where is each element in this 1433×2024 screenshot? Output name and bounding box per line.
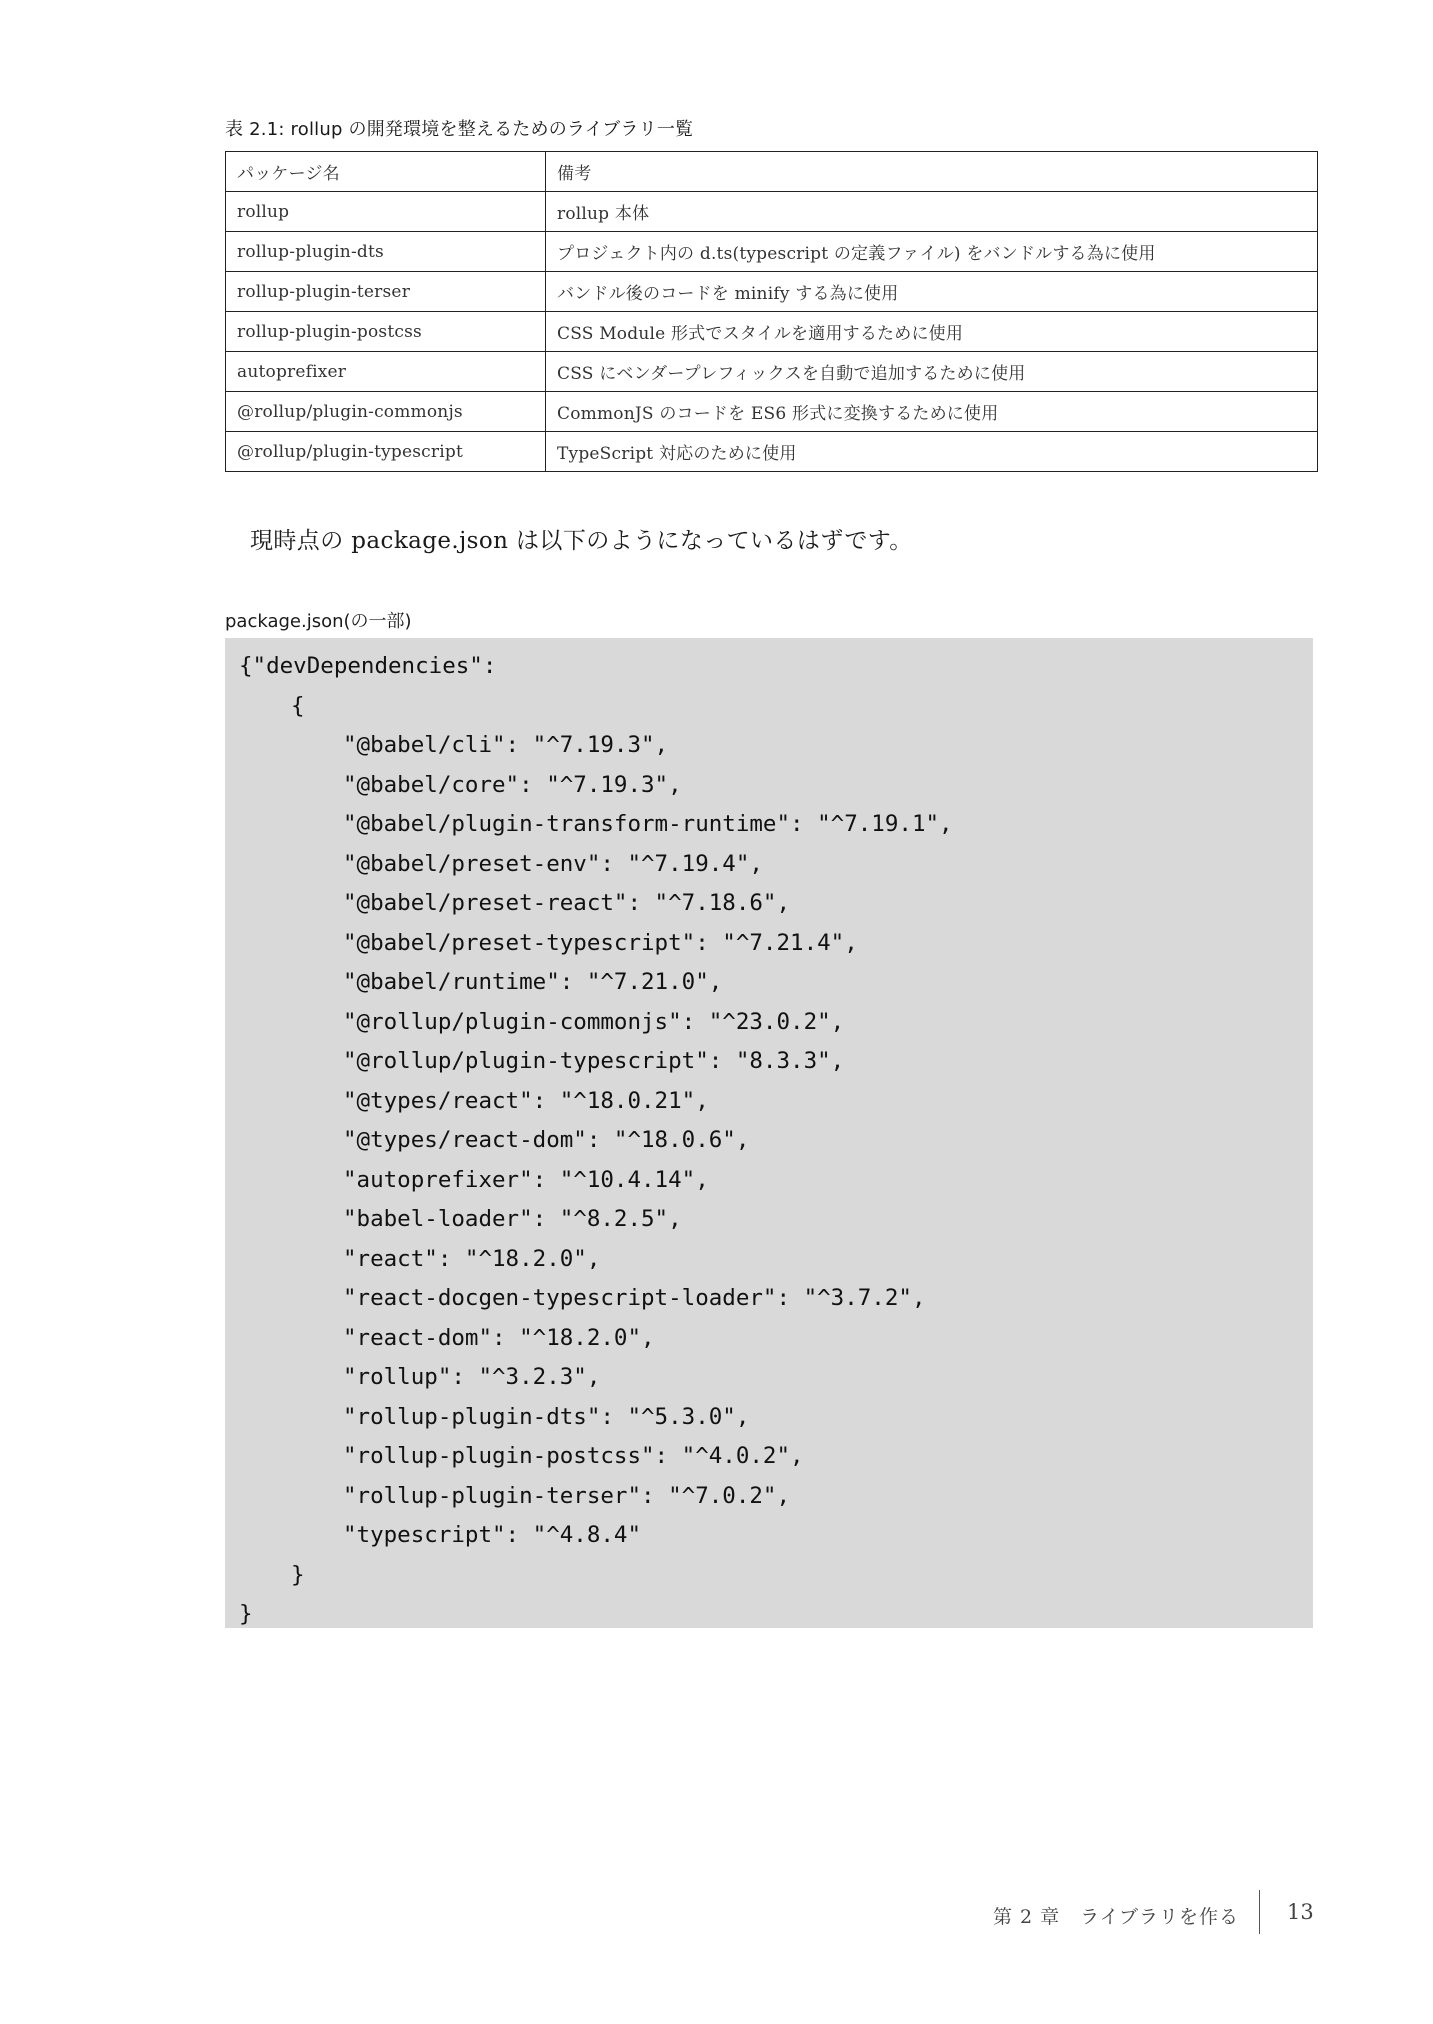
table-header-package: パッケージ名 <box>226 152 546 192</box>
table-header-row <box>226 152 1318 192</box>
table-row <box>226 312 1318 352</box>
table-row <box>226 392 1318 432</box>
code-line: "autoprefixer": "^10.4.14", <box>343 1166 709 1193</box>
code-line-inner-open: { <box>291 692 305 719</box>
table-cell-package: rollup-plugin-dts <box>226 232 546 272</box>
table-caption: 表 2.1: rollup の開発環境を整えるためのライブラリ一覧 <box>225 119 694 140</box>
table-cell-package: rollup-plugin-postcss <box>226 312 546 352</box>
code-line-open: {"devDependencies": <box>239 653 497 679</box>
code-line: "babel-loader": "^8.2.5", <box>343 1206 682 1232</box>
code-line: "@rollup/plugin-typescript": "8.3.3", <box>343 1048 845 1074</box>
table-cell-note: プロジェクト内の d.ts(typescript の定義ファイル) をバンドルする為に使用 <box>546 232 1318 272</box>
table-row <box>226 432 1318 472</box>
table-cell-note: CSS Module 形式でスタイルを適用するために使用 <box>546 312 1318 352</box>
table-cell-package: @rollup/plugin-commonjs <box>226 392 546 432</box>
library-table <box>225 151 1318 472</box>
page-number: 13 <box>1287 1900 1314 1924</box>
code-line-close: } <box>239 1601 253 1627</box>
table-cell-note: CSS にベンダープレフィックスを自動で追加するために使用 <box>546 352 1318 392</box>
table-cell-package: rollup-plugin-terser <box>226 272 546 312</box>
body-paragraph: 現時点の package.json は以下のようになっているはずです。 <box>250 528 913 554</box>
code-line: "@rollup/plugin-commonjs": "^23.0.2", <box>343 1008 845 1035</box>
code-line: "rollup-plugin-postcss": "^4.0.2", <box>343 1443 804 1469</box>
code-line: "@babel/plugin-transform-runtime": "^7.19.1", <box>343 811 953 837</box>
table-row <box>226 232 1318 272</box>
table-cell-package: rollup <box>226 192 546 232</box>
code-line: "@babel/preset-react": "^7.18.6", <box>343 890 791 916</box>
code-line: "react-docgen-typescript-loader": "^3.7.2", <box>343 1285 926 1311</box>
table-row <box>226 272 1318 312</box>
footer-divider <box>1259 1890 1260 1934</box>
code-line: "@babel/preset-env": "^7.19.4", <box>343 850 763 877</box>
table-cell-package: autoprefixer <box>226 352 546 392</box>
page-footer <box>0 1890 1433 1940</box>
footer-chapter-title: 第 2 章 ライブラリを作る <box>992 1906 1239 1928</box>
table-cell-note: rollup 本体 <box>546 192 1318 232</box>
code-line: "@babel/core": "^7.19.3", <box>343 771 682 798</box>
table-row <box>226 192 1318 232</box>
code-line: "@types/react-dom": "^18.0.6", <box>343 1127 750 1153</box>
code-line: "react-dom": "^18.2.0", <box>343 1324 655 1351</box>
code-line: "@types/react": "^18.0.21", <box>343 1087 709 1114</box>
table-cell-note: バンドル後のコードを minify する為に使用 <box>546 272 1318 312</box>
code-line: "rollup-plugin-dts": "^5.3.0", <box>343 1403 750 1430</box>
table-cell-note: TypeScript 対応のために使用 <box>546 432 1318 472</box>
code-line: "@babel/runtime": "^7.21.0", <box>343 969 723 995</box>
table-row <box>226 352 1318 392</box>
table-cell-note: CommonJS のコードを ES6 形式に変換するために使用 <box>546 392 1318 432</box>
code-line: "react": "^18.2.0", <box>343 1245 601 1272</box>
code-line-inner-close: } <box>291 1561 305 1588</box>
table-cell-package: @rollup/plugin-typescript <box>226 432 546 472</box>
code-line: "rollup": "^3.2.3", <box>343 1364 601 1390</box>
code-line: "rollup-plugin-terser": "^7.0.2", <box>343 1482 791 1509</box>
code-line: "@babel/cli": "^7.19.3", <box>343 732 669 758</box>
code-line: "typescript": "^4.8.4" <box>343 1522 642 1548</box>
code-label: package.json(の一部) <box>225 611 412 632</box>
code-block <box>225 638 1313 1628</box>
code-line: "@babel/preset-typescript": "^7.21.4", <box>343 929 858 956</box>
table-header-note: 備考 <box>546 152 1318 192</box>
